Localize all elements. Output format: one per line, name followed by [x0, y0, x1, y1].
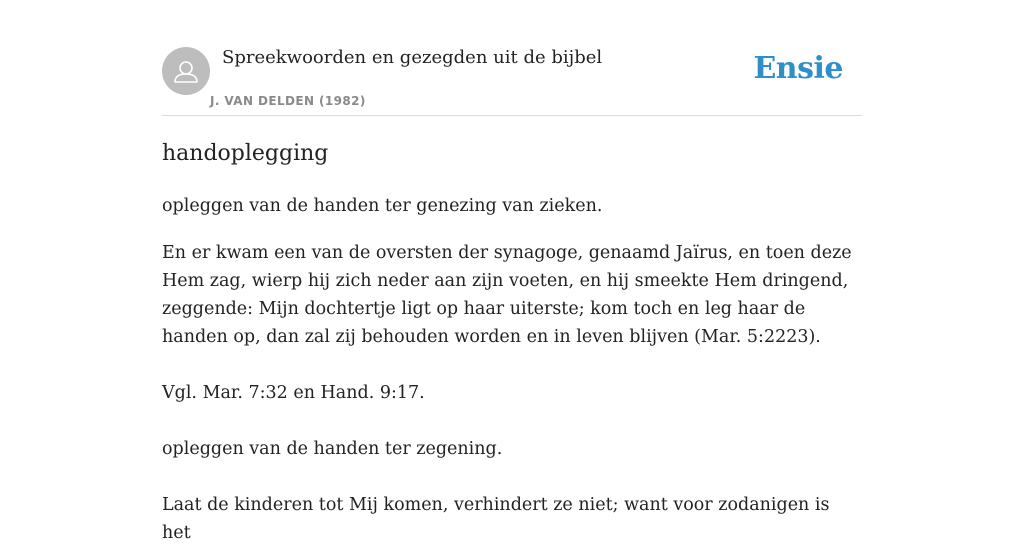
- entry-paragraph: En er kwam een van de oversten der synagoge, genaamd Jaïrus, en toen deze Hem zag, wierp hij zich neder aan zijn voeten, en hij smeekte Hem dringend, zeggende: Mijn dochtertje ligt op haar uiterste; kom toch en leg haar de handen op, dan zal zij behouden worden en in leven blijven (Mar. 5:2223).: [162, 243, 852, 347]
- article-header: [162, 0, 862, 116]
- entry-paragraph: Vgl. Mar. 7:32 en Hand. 9:17.: [162, 383, 425, 403]
- author-line[interactable]: J. VAN DELDEN (1982): [210, 94, 366, 108]
- user-silhouette-icon: [162, 47, 210, 95]
- book-title[interactable]: Spreekwoorden en gezegden uit de bijbel: [222, 47, 603, 68]
- entry-headword: handoplegging: [162, 141, 329, 166]
- article-container: [162, 0, 862, 543]
- entry-paragraph: Laat de kinderen tot Mij komen, verhindert ze niet; want voor zodanigen is het: [162, 495, 830, 543]
- entry-paragraph: opleggen van de handen ter genezing van zieken.: [162, 196, 603, 216]
- entry-paragraph: opleggen van de handen ter zegening.: [162, 439, 503, 459]
- ensie-logo[interactable]: Ensie: [753, 51, 843, 86]
- avatar[interactable]: [162, 47, 210, 95]
